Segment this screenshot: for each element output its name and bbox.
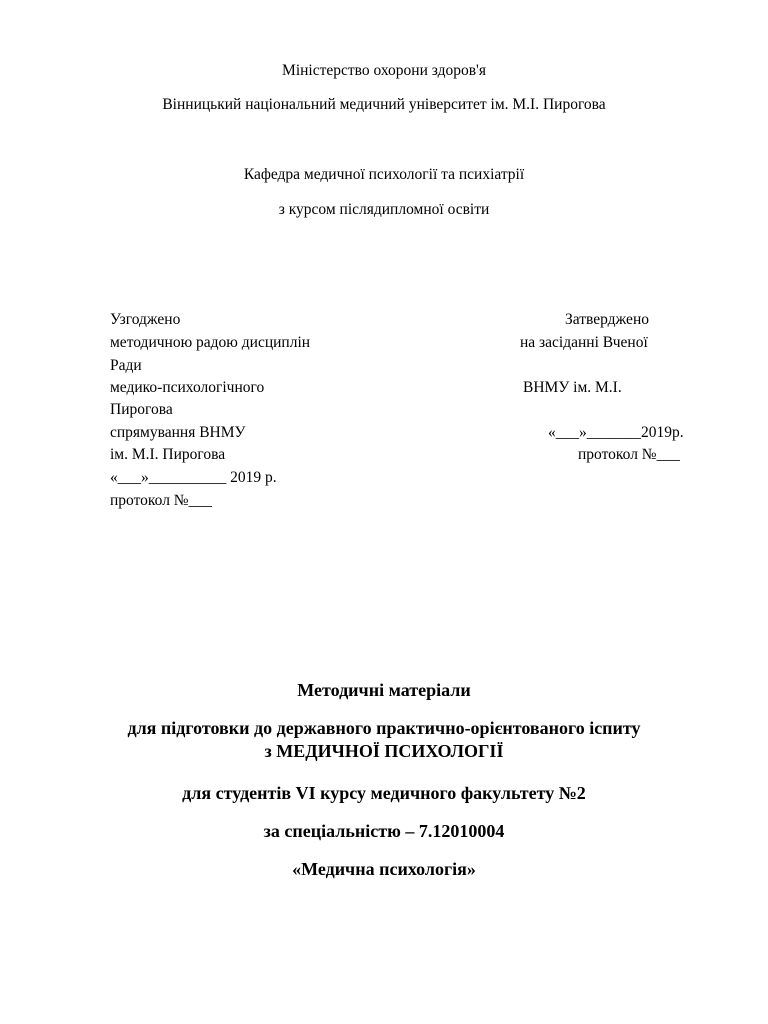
course-name: з курсом післядипломної освіти <box>278 201 490 218</box>
approval-left-line: «___»__________ 2019 р. <box>110 469 277 486</box>
department-name: Кафедра медичної психології та психіатрії <box>243 166 525 183</box>
ministry-name: Міністерство охорони здоров'я <box>282 62 486 79</box>
approval-left-line: ім. М.І. Пирогова <box>110 446 226 463</box>
approval-right-line: ВНМУ ім. М.І. <box>523 379 622 396</box>
approval-left-line: Ради <box>110 357 142 374</box>
document-subject: з МЕДИЧНОЇ ПСИХОЛОГІЇ <box>264 741 504 761</box>
approval-right-line: протокол №___ <box>578 446 680 463</box>
approval-left-line: протокол №___ <box>110 492 212 509</box>
approval-right-line: «___»_______2019р. <box>548 424 684 441</box>
document-title: Методичні матеріали <box>297 680 471 700</box>
document-audience: для студентів VI курсу медичного факультету №2 <box>182 783 586 803</box>
document-specialty: за спеціальністю – 7.12010004 <box>263 821 505 841</box>
approval-right-line: Затверджено <box>565 311 649 328</box>
approval-left-line: методичною радою дисциплін <box>110 334 311 351</box>
approval-left-line: медико-психологічного <box>110 379 265 396</box>
document-purpose: для підготовки до державного практично-орієнтованого іспиту <box>127 718 641 738</box>
approval-left-line: Пирогова <box>110 401 173 418</box>
approval-left-line: спрямування ВНМУ <box>110 424 246 441</box>
approval-right-line: на засіданні Вченої <box>520 334 648 351</box>
document-specialty-name: «Медична психологія» <box>292 859 476 879</box>
approval-left-line: Узгоджено <box>110 311 181 328</box>
university-name: Вінницький національний медичний університет ім. М.І. Пирогова <box>162 96 606 113</box>
